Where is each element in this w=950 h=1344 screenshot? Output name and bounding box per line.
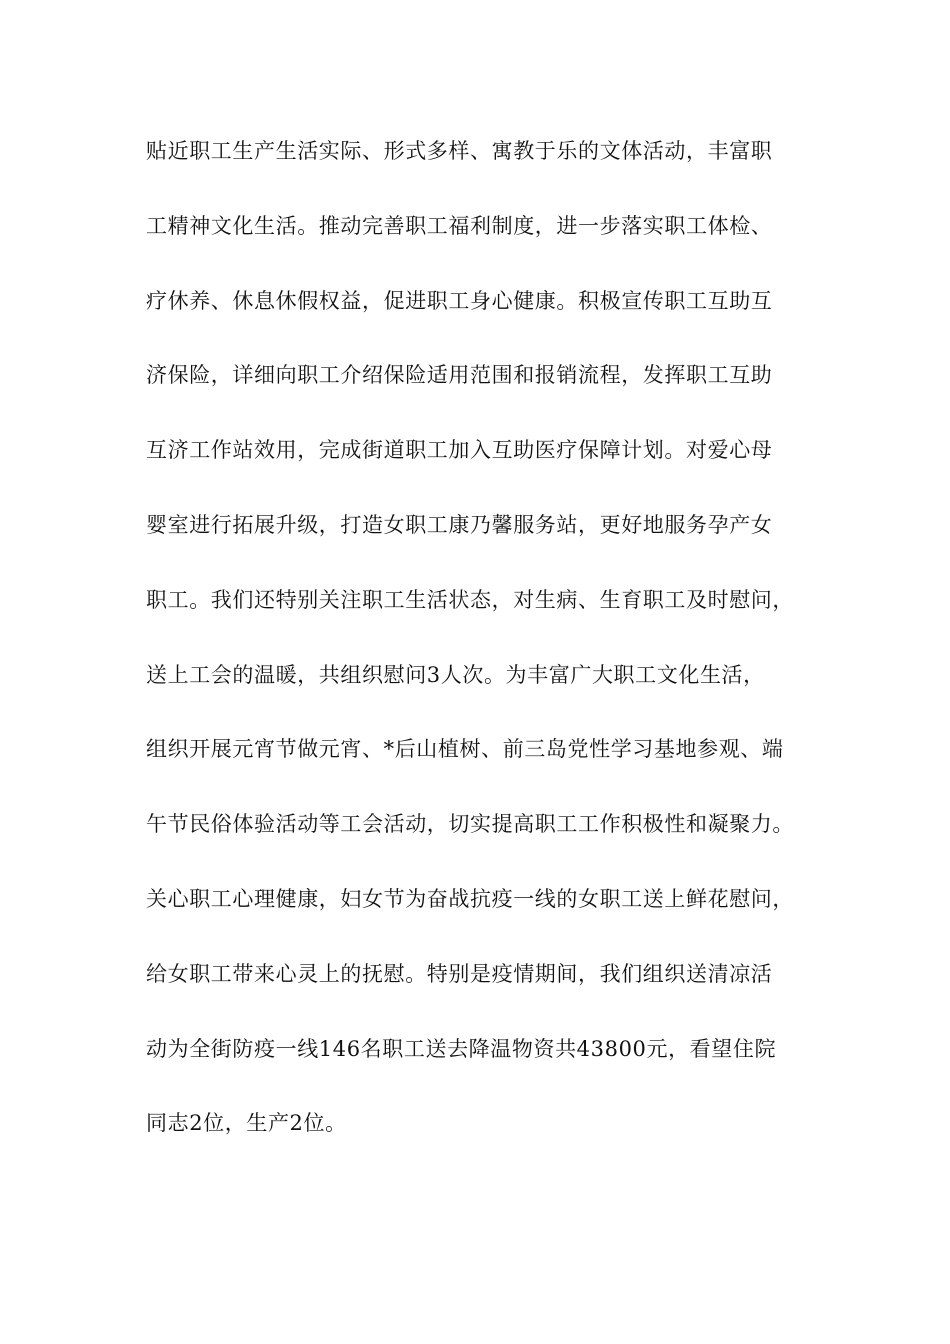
text-line-12: 给女职工带来心灵上的抚慰。特别是疫情期间，我们组织送清凉活: [146, 961, 773, 986]
text-line-6: 婴室进行拓展升级，打造女职工康乃馨服务站，更好地服务孕产女: [146, 512, 773, 537]
text-line-1: 贴近职工生产生活实际、形式多样、寓教于乐的文体活动，丰富职: [146, 139, 773, 163]
text-line-14: 同志2位，生产2位。: [146, 1111, 347, 1136]
text-line-10: 午节民俗体验活动等工会活动，切实提高职工工作积极性和凝聚力。: [146, 812, 794, 837]
text-line-8: 送上工会的温暖，共组织慰问3人次。为丰富广大职工文化生活，: [146, 662, 765, 687]
text-line-9: 组织开展元宵节做元宵、*后山植树、前三岛党性学习基地参观、端: [146, 737, 784, 762]
text-line-7: 职工。我们还特别关注职工生活状态，对生病、生育职工及时慰问，: [146, 587, 794, 612]
text-line-5: 互济工作站效用，完成街道职工加入互助医疗保障计划。对爱心母: [146, 438, 773, 463]
body-text: [146, 126, 826, 1173]
text-line-4: 济保险，详细向职工介绍保险适用范围和报销流程，发挥职工互助: [146, 363, 773, 388]
text-line-3: 疗休养、休息休假权益，促进职工身心健康。积极宣传职工互助互: [146, 288, 773, 313]
text-line-2: 工精神文化生活。推动完善职工福利制度，进一步落实职工体检、: [146, 213, 773, 238]
text-line-13: 动为全街防疫一线146名职工送去降温物资共43800元，看望住院: [146, 1036, 777, 1061]
text-line-11: 关心职工心理健康，妇女节为奋战抗疫一线的女职工送上鲜花慰问，: [146, 886, 794, 911]
